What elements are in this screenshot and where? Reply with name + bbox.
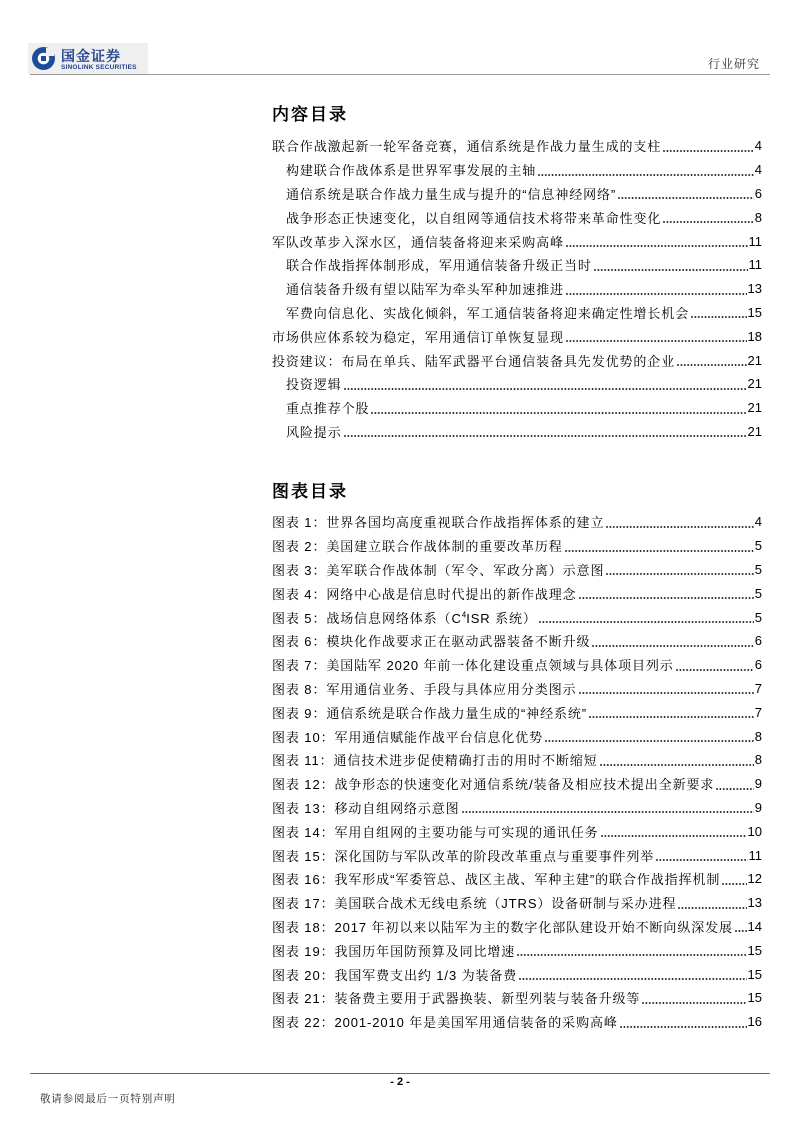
figure-entry[interactable] <box>272 700 762 724</box>
toc-subentry[interactable] <box>272 372 762 396</box>
toc-entry-title: 军费向信息化、实战化倾斜，军工通信装备将迎来确定性增长机会 <box>286 305 690 321</box>
figure-caption: 移动自组网络示意图 <box>334 800 460 816</box>
figure-entry-page-number: 7 <box>754 704 762 720</box>
figure-label: 图表 19： <box>272 943 335 959</box>
figure-entry-page-number: 15 <box>747 966 762 982</box>
figure-caption: 战场信息网络体系（C <box>326 610 462 626</box>
figure-entry-page-number: 5 <box>754 585 762 601</box>
toc-entry-title: 联合作战指挥体制形成，军用通信装备升级正当时 <box>286 258 592 274</box>
figure-entry[interactable] <box>272 986 762 1010</box>
dot-leader <box>678 907 746 909</box>
figure-entry-title <box>272 869 720 888</box>
dot-leader <box>566 340 747 342</box>
dot-leader <box>676 669 754 671</box>
toc-entry-page-number: 13 <box>747 281 762 297</box>
figure-entry[interactable] <box>272 558 762 582</box>
figure-entry[interactable] <box>272 605 762 629</box>
figure-label: 图表 15： <box>272 848 335 864</box>
figure-caption: 美国建立联合作战体制的重要改革历程 <box>326 539 563 555</box>
figure-caption: 模块化作战要求正在驱动武器装备不断升级 <box>326 634 591 650</box>
dot-leader <box>565 550 754 552</box>
figure-entry-page-number: 14 <box>747 918 762 934</box>
toc-heading: 内容目录 <box>272 105 348 124</box>
figure-label: 图表 13： <box>272 800 335 816</box>
figure-entry-page-number: 6 <box>754 657 762 673</box>
figure-entry-page-number: 7 <box>754 680 762 696</box>
figure-entry-page-number: 5 <box>754 561 762 577</box>
toc-subentry[interactable] <box>272 205 762 229</box>
toc-entry-title: 军队改革步入深水区，通信装备将迎来采购高峰 <box>272 234 564 250</box>
toc-list <box>272 134 762 443</box>
figure-label: 图表 10： <box>272 729 335 745</box>
dot-leader <box>579 597 754 599</box>
figure-entry-page-number: 15 <box>747 990 762 1006</box>
dot-leader <box>344 388 747 390</box>
figure-entry[interactable] <box>272 843 762 867</box>
company-logo <box>28 43 148 74</box>
figure-entry[interactable] <box>272 653 762 677</box>
figure-caption-continued: ISR 系统） <box>466 610 537 626</box>
figure-entry-page-number: 4 <box>754 514 762 530</box>
figure-entry[interactable] <box>272 796 762 820</box>
figure-entry-page-number: 9 <box>754 776 762 792</box>
figure-caption: 军用通信赋能作战平台信息化优势 <box>334 729 543 745</box>
figure-entry-page-number: 10 <box>747 823 762 839</box>
figure-label: 图表 9： <box>272 705 327 721</box>
disclaimer-note: 敬请参阅最后一页特别声明 <box>40 1093 176 1105</box>
figure-label: 图表 22： <box>272 1015 335 1031</box>
toc-entry-title: 风险提示 <box>286 424 342 440</box>
figure-entry-title <box>272 965 517 984</box>
logo-name-cn: 国金证券 <box>61 48 121 64</box>
header-divider <box>30 74 770 75</box>
toc-entry-title: 联合作战激起新一轮军备竞赛，通信系统是作战力量生成的支柱 <box>272 139 662 155</box>
dot-leader <box>545 740 754 742</box>
figure-caption: 我军形成“军委管总、战区主战、军种主建”的联合作战指挥机制 <box>334 872 721 888</box>
toc-entry-page-number: 6 <box>754 185 762 201</box>
toc-entry[interactable] <box>272 134 762 158</box>
dot-leader <box>735 930 747 932</box>
dot-leader <box>677 364 746 366</box>
figure-entry-title <box>272 727 543 746</box>
toc-entry-page-number: 4 <box>754 162 762 178</box>
figure-caption: 网络中心战是信息时代提出的新作战理念 <box>326 586 577 602</box>
dot-leader <box>519 978 746 980</box>
figure-entry-page-number: 15 <box>747 942 762 958</box>
sinolink-logo-icon <box>31 46 56 71</box>
figure-label: 图表 7： <box>272 658 327 674</box>
dot-leader <box>589 716 754 718</box>
toc-entry[interactable] <box>272 348 762 372</box>
dot-leader <box>462 811 754 813</box>
figure-entry-page-number: 8 <box>754 752 762 768</box>
figure-label: 图表 21： <box>272 991 335 1007</box>
figure-caption: 深化国防与军队改革的阶段改革重点与重要事件列举 <box>334 848 655 864</box>
dot-leader <box>517 954 746 956</box>
dot-leader <box>344 435 747 437</box>
dot-leader <box>663 221 753 223</box>
report-category: 行业研究 <box>707 57 760 71</box>
dot-leader <box>618 197 754 199</box>
dot-leader <box>620 1026 747 1028</box>
figure-entry-title <box>272 512 604 531</box>
figure-entry[interactable] <box>272 629 762 653</box>
figure-caption: 装备费主要用于武器换装、新型列装与装备升级等 <box>334 991 641 1007</box>
dot-leader <box>656 859 747 861</box>
figure-entry[interactable] <box>272 819 762 843</box>
figures-heading: 图表目录 <box>272 482 348 501</box>
toc-entry-page-number: 21 <box>747 423 762 439</box>
dot-leader <box>642 1002 746 1004</box>
figure-entry-page-number: 11 <box>748 847 762 863</box>
figure-entry[interactable] <box>272 677 762 701</box>
figure-caption: 美军联合作战体制（军令、军政分离）示意图 <box>326 562 605 578</box>
figure-entry-page-number: 8 <box>754 728 762 744</box>
table-of-contents <box>272 104 762 443</box>
toc-subentry[interactable] <box>272 277 762 301</box>
figure-label: 图表 18： <box>272 919 335 935</box>
figure-entry-title <box>272 941 515 960</box>
figure-caption: 2017 年初以来以陆军为主的数字化部队建设开始不断向纵深发展 <box>334 919 733 935</box>
dot-leader <box>691 316 746 318</box>
figure-entry-page-number: 6 <box>754 633 762 649</box>
figure-caption: 军用自组网的主要功能与可实现的通讯任务 <box>334 824 599 840</box>
toc-entry-page-number: 15 <box>747 304 762 320</box>
toc-subentry[interactable] <box>272 396 762 420</box>
figure-entry-page-number: 5 <box>754 609 762 625</box>
figure-caption: 我国历年国防预算及同比增速 <box>334 943 516 959</box>
figure-label: 图表 8： <box>272 681 327 697</box>
figure-caption: 战争形态的快速变化对通信系统/装备及相应技术提出全新要求 <box>334 777 715 793</box>
figure-label: 图表 17： <box>272 896 335 912</box>
dot-leader <box>371 412 746 414</box>
toc-entry-title: 构建联合作战体系是世界军事发展的主轴 <box>286 163 537 179</box>
figure-label: 图表 4： <box>272 586 327 602</box>
toc-entry-title: 市场供应体系较为稳定，军用通信订单恢复显现 <box>272 329 564 345</box>
figure-entry-title <box>272 822 599 841</box>
page-number: - 2 - <box>390 1076 410 1088</box>
figure-label: 图表 12： <box>272 777 335 793</box>
figure-entry-page-number: 12 <box>747 871 762 887</box>
dot-leader <box>601 835 747 837</box>
figure-list <box>272 510 762 1034</box>
figure-entry-title <box>272 703 587 722</box>
dot-leader <box>592 645 753 647</box>
figure-label: 图表 11： <box>272 753 334 769</box>
footer-divider <box>30 1073 770 1074</box>
figure-caption: 军用通信业务、手段与具体应用分类图示 <box>326 681 577 697</box>
figure-entry[interactable] <box>272 772 762 796</box>
toc-entry-title: 通信系统是联合作战力量生成与提升的“信息神经网络” <box>286 186 617 202</box>
caption-superscript: 4 <box>461 610 467 620</box>
figure-entry-page-number: 5 <box>754 538 762 554</box>
figure-entry[interactable] <box>272 867 762 891</box>
figure-entry-title <box>272 584 577 603</box>
figure-entry-title <box>272 988 640 1007</box>
figure-caption: 美国陆军 2020 年前一体化建设重点领域与具体项目列示 <box>326 658 674 674</box>
figure-entry[interactable] <box>272 1010 762 1034</box>
figure-entry-title <box>272 560 604 579</box>
toc-entry-page-number: 8 <box>754 209 762 225</box>
toc-entry[interactable] <box>272 229 762 253</box>
figure-entry-page-number: 9 <box>754 799 762 815</box>
figure-entry-title <box>272 798 460 817</box>
figure-entry[interactable] <box>272 891 762 915</box>
figure-caption: 世界各国均高度重视联合作战指挥体系的建立 <box>326 515 605 531</box>
toc-entry-page-number: 18 <box>747 328 762 344</box>
figure-entry-title <box>272 655 674 674</box>
toc-subentry[interactable] <box>272 158 762 182</box>
dot-leader <box>579 692 754 694</box>
list-of-figures <box>272 481 762 1034</box>
figure-label: 图表 6： <box>272 634 327 650</box>
logo-name-en: SINOLINK SECURITIES <box>61 64 137 71</box>
dot-leader <box>600 764 754 766</box>
toc-entry-page-number: 21 <box>747 400 762 416</box>
toc-subentry[interactable] <box>272 420 762 444</box>
dot-leader <box>566 245 748 247</box>
dot-leader <box>606 526 753 528</box>
dot-leader <box>539 621 754 623</box>
figure-entry-title <box>272 608 537 627</box>
toc-subentry[interactable] <box>272 182 762 206</box>
toc-subentry[interactable] <box>272 301 762 325</box>
figure-entry[interactable] <box>272 510 762 534</box>
toc-entry-title: 重点推荐个股 <box>286 401 370 417</box>
toc-entry-page-number: 11 <box>748 233 762 249</box>
toc-entry-page-number: 21 <box>747 376 762 392</box>
figure-caption: 通信系统是联合作战力量生成的“神经系统” <box>326 705 588 721</box>
figure-entry[interactable] <box>272 962 762 986</box>
dot-leader <box>566 293 747 295</box>
figure-caption: 通信技术进步促使精确打击的用时不断缩短 <box>333 753 598 769</box>
toc-entry-title: 投资建议：布局在单兵、陆军武器平台通信装备具先发优势的企业 <box>272 353 676 369</box>
figure-entry-page-number: 13 <box>747 895 762 911</box>
figure-entry-title <box>272 917 733 936</box>
dot-leader <box>716 788 753 790</box>
toc-entry-page-number: 21 <box>747 352 762 368</box>
figure-entry[interactable] <box>272 915 762 939</box>
figure-caption: 我国军费支出约 1/3 为装备费 <box>334 967 518 983</box>
figure-entry[interactable] <box>272 724 762 748</box>
figure-entry-title <box>272 774 714 793</box>
toc-entry-title: 投资逻辑 <box>286 377 342 393</box>
figure-label: 图表 20： <box>272 967 335 983</box>
figure-entry-title <box>272 846 654 865</box>
toc-entry-title: 战争形态正快速变化，以自组网等通信技术将带来革命性变化 <box>286 210 662 226</box>
figure-label: 图表 5： <box>272 610 327 626</box>
figure-entry-page-number: 16 <box>747 1014 762 1030</box>
toc-entry[interactable] <box>272 324 762 348</box>
figure-label: 图表 3： <box>272 562 327 578</box>
figure-entry[interactable] <box>272 938 762 962</box>
figure-entry-title <box>272 631 590 650</box>
figure-label: 图表 2： <box>272 539 327 555</box>
dot-leader <box>606 573 753 575</box>
dot-leader <box>538 174 754 176</box>
figure-entry-title <box>272 1012 618 1031</box>
figure-label: 图表 16： <box>272 872 335 888</box>
toc-entry-title: 通信装备升级有望以陆军为牵头军种加速推进 <box>286 282 565 298</box>
figure-entry-title <box>272 750 598 769</box>
dot-leader <box>663 150 754 152</box>
figure-entry[interactable] <box>272 581 762 605</box>
dot-leader <box>722 883 746 885</box>
figure-caption: 美国联合战术无线电系统（JTRS）设备研制与采办进程 <box>334 896 677 912</box>
figure-entry[interactable] <box>272 748 762 772</box>
figure-entry-title <box>272 679 577 698</box>
toc-entry-page-number: 11 <box>748 257 762 273</box>
figure-entry-title <box>272 536 563 555</box>
figure-entry-title <box>272 893 676 912</box>
dot-leader <box>594 269 748 271</box>
toc-subentry[interactable] <box>272 253 762 277</box>
figure-label: 图表 1： <box>272 515 327 531</box>
toc-entry-page-number: 4 <box>754 138 762 154</box>
figure-caption: 2001-2010 年是美国军用通信装备的采购高峰 <box>334 1015 618 1031</box>
figure-label: 图表 14： <box>272 824 335 840</box>
figure-entry[interactable] <box>272 534 762 558</box>
